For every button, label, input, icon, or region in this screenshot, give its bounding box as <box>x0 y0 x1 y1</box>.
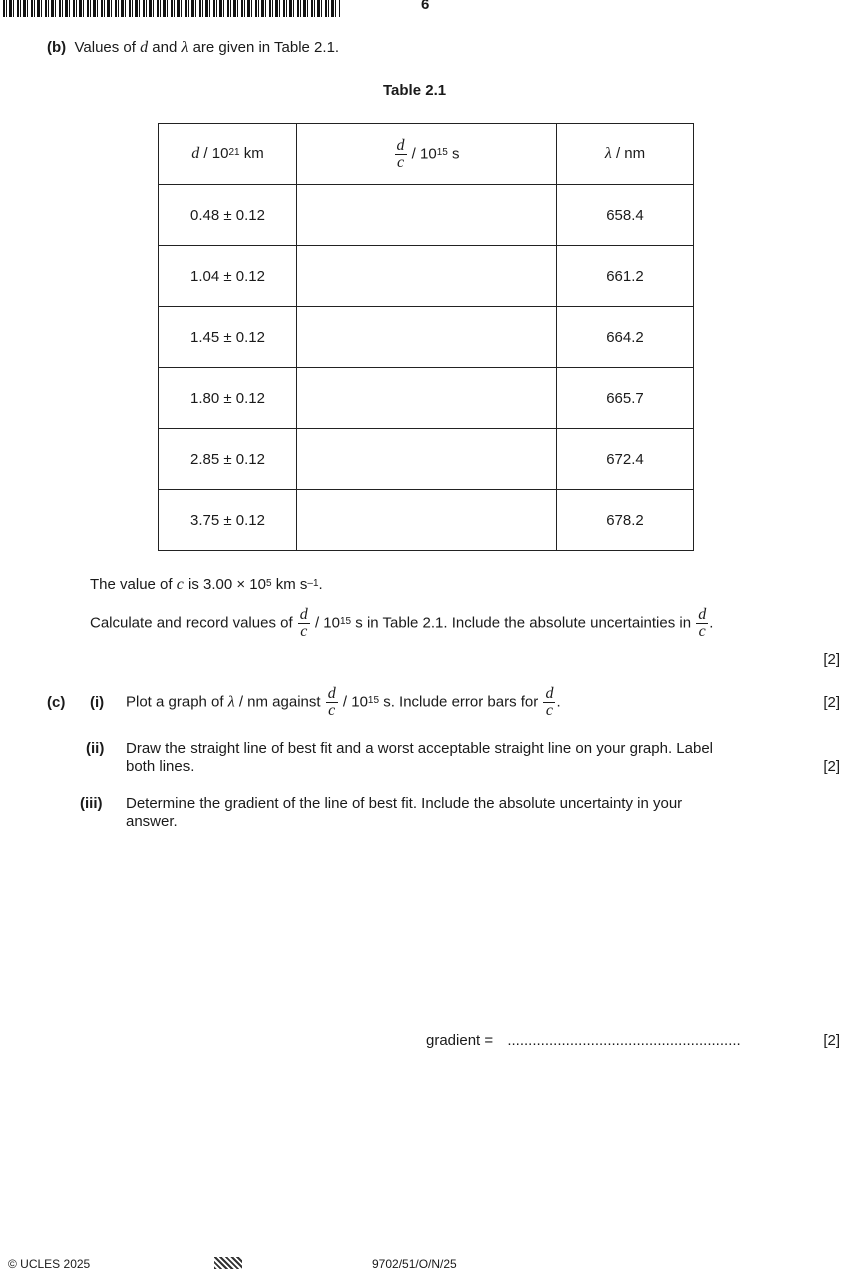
part-b-intro <box>47 39 339 57</box>
exponent: 15 <box>436 146 448 158</box>
footer-copyright: © UCLES 2025 <box>8 1257 91 1271</box>
fraction-d-over-c <box>543 686 555 719</box>
unit: km s <box>271 576 308 593</box>
part-c-ii-line2: both lines. <box>126 758 195 775</box>
cell-d: 3.75 ± 0.12 <box>159 490 297 551</box>
part-c-ii-line1: Draw the straight line of best fit and a worst acceptable straight line on your graph. Label <box>126 740 713 757</box>
cell-lambda: 672.4 <box>557 429 694 490</box>
text: The value of <box>90 576 177 593</box>
text: s. Include error bars for <box>379 693 543 711</box>
header-lambda <box>557 124 694 185</box>
unit: / nm <box>611 145 646 162</box>
marks: [2] <box>823 694 840 711</box>
c-value-line <box>90 576 323 594</box>
exponent: 21 <box>228 147 240 158</box>
unit: km <box>239 145 264 162</box>
denominator: c <box>698 623 706 640</box>
part-c-ii-label: (ii) <box>86 740 105 757</box>
table-row <box>159 368 694 429</box>
cell-d: 0.48 ± 0.12 <box>159 185 297 246</box>
part-c-i-text <box>126 686 561 719</box>
cell-lambda: 665.7 <box>557 368 694 429</box>
table-row <box>159 490 694 551</box>
text: . <box>556 693 561 711</box>
cell-d-over-c-blank[interactable] <box>297 185 557 246</box>
numerator: d <box>698 606 707 623</box>
cell-d-over-c-blank[interactable] <box>297 429 557 490</box>
unit: s <box>447 144 460 162</box>
page-number: 6 <box>421 0 430 13</box>
unit: / 10 <box>199 145 229 162</box>
var-c: c <box>176 576 184 593</box>
gradient-answer-line <box>426 1032 741 1049</box>
exponent: 5 <box>265 578 272 589</box>
exponent: 15 <box>367 695 380 707</box>
cell-d-over-c-blank[interactable] <box>297 307 557 368</box>
intro-text: Values of <box>74 39 141 56</box>
header-d <box>159 124 297 185</box>
cell-d-over-c-blank[interactable] <box>297 368 557 429</box>
part-c-iii-line1: Determine the gradient of the line of best fit. Include the absolute uncertainty in your <box>126 795 683 812</box>
marks: [2] <box>823 1032 840 1049</box>
var-lambda: λ <box>604 145 612 162</box>
denominator: c <box>396 153 405 171</box>
numerator: d <box>327 685 336 702</box>
part-c-iii-label: (iii) <box>80 795 103 812</box>
table-row <box>159 307 694 368</box>
table-row <box>159 429 694 490</box>
table-row <box>159 246 694 307</box>
var-lambda: λ <box>227 693 235 711</box>
cell-d-over-c-blank[interactable] <box>297 246 557 307</box>
numerator: d <box>396 136 405 154</box>
denominator: c <box>545 702 553 719</box>
cell-d-over-c-blank[interactable] <box>297 490 557 551</box>
header-d-over-c <box>297 124 557 185</box>
table-caption: Table 2.1 <box>383 82 447 99</box>
part-c-label: (c) <box>47 694 66 711</box>
part-b-label: (b) <box>47 39 67 56</box>
unit: / 10 <box>310 614 340 632</box>
answer-dots[interactable]: ........................................................ <box>507 1032 741 1049</box>
text: is 3.00 × 10 <box>183 576 266 593</box>
fraction-d-over-c <box>395 138 407 171</box>
unit: / 10 <box>338 693 368 711</box>
text: Calculate and record values of <box>90 614 297 632</box>
cell-lambda: 664.2 <box>557 307 694 368</box>
cell-lambda: 658.4 <box>557 185 694 246</box>
cell-d: 1.45 ± 0.12 <box>159 307 297 368</box>
text: / nm against <box>234 693 325 711</box>
fraction-d-over-c <box>696 607 708 640</box>
text: . <box>709 614 714 632</box>
table-row <box>159 185 694 246</box>
cell-lambda: 678.2 <box>557 490 694 551</box>
var-d: d <box>191 145 200 162</box>
numerator: d <box>545 685 554 702</box>
marks: [2] <box>823 758 840 775</box>
var-d: d <box>140 39 149 56</box>
exponent: –1 <box>307 578 319 589</box>
intro-text: and <box>148 39 182 56</box>
cell-d: 1.04 ± 0.12 <box>159 246 297 307</box>
text: . <box>318 576 323 593</box>
calc-instruction <box>90 607 713 640</box>
exponent: 15 <box>339 616 352 628</box>
denominator: c <box>328 702 336 719</box>
part-c-i-label: (i) <box>90 694 105 711</box>
cell-d: 1.80 ± 0.12 <box>159 368 297 429</box>
var-lambda: λ <box>181 39 189 56</box>
cell-d: 2.85 ± 0.12 <box>159 429 297 490</box>
marks: [2] <box>823 651 840 668</box>
table-header-row <box>159 124 694 185</box>
fraction-d-over-c <box>326 686 338 719</box>
data-table <box>158 123 694 551</box>
footer-code: 9702/51/O/N/25 <box>372 1257 457 1271</box>
text: s in Table 2.1. Include the absolute uncertainties in <box>351 614 696 632</box>
intro-text: are given in Table 2.1. <box>188 39 340 56</box>
cell-lambda: 661.2 <box>557 246 694 307</box>
fraction-d-over-c <box>298 607 310 640</box>
text: Plot a graph of <box>126 693 228 711</box>
part-c-iii-line2: answer. <box>126 813 178 830</box>
unit: / 10 <box>407 144 437 162</box>
barcode <box>3 0 340 17</box>
numerator: d <box>299 606 308 623</box>
qr-code-icon <box>214 1257 242 1269</box>
gradient-label: gradient = <box>426 1032 494 1049</box>
denominator: c <box>300 623 308 640</box>
